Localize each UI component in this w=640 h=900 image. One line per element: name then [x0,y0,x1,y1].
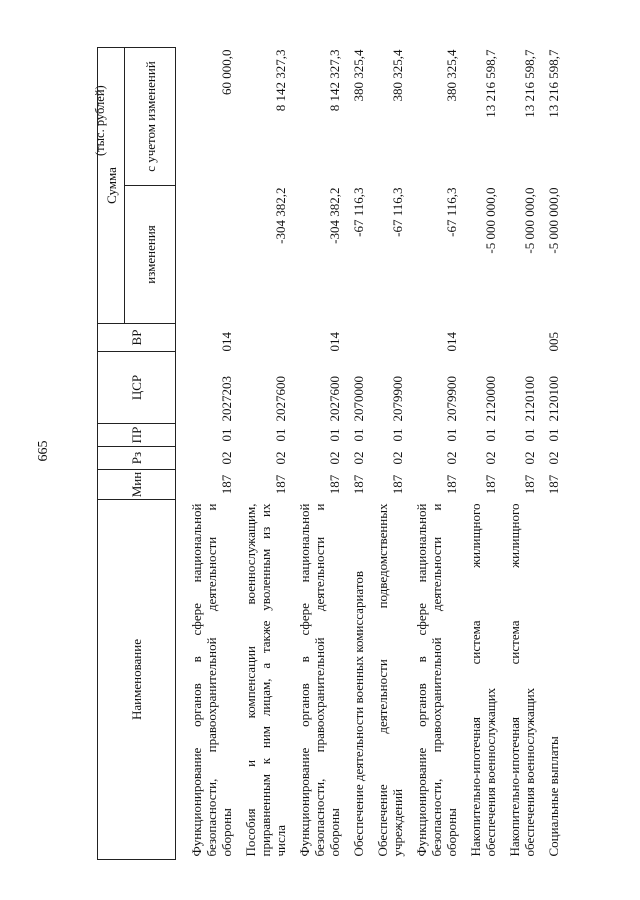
row-change: -5 000 000,0 [522,187,537,254]
row-change: -67 116,3 [351,187,366,237]
row-name-line: числа [273,824,288,857]
row-rz: 02 [351,451,366,465]
table-row [507,48,546,860]
row-name-line: обеспечения военнослужащих [483,687,498,857]
row-pr: 01 [327,428,342,442]
row-name [243,500,297,860]
row-rz: 02 [483,451,498,465]
header-change: изменения [125,186,176,324]
row-pr: 01 [444,428,459,442]
row-name-line: Функционирование органов в сфере национальной [297,503,312,857]
row-csr: 2120000 [483,376,498,422]
header-csr: ЦСР [98,352,176,424]
row-change [176,186,244,324]
row-min: 187 [444,474,459,495]
row-total: 380 325,4 [351,49,366,102]
row-name-line: безопасности, правоохранительной деятельности и [312,503,327,857]
row-csr: 2079900 [390,376,405,422]
row-total: 380 325,4 [444,49,459,102]
row-name-line: Функционирование органов в сфере национальной [189,503,204,857]
header-rz: Рз [98,447,176,470]
row-total: 13 216 598,7 [546,49,561,118]
row-total: 13 216 598,7 [522,49,537,118]
row-csr: 2027203 [219,376,234,422]
row-rz: 02 [327,451,342,465]
row-name-line: Обеспечение деятельности военных комиссариатов [351,571,366,857]
row-vr [468,324,507,352]
row-name-line: Накопительно-ипотечная система жилищного [507,503,522,857]
row-vr: 014 [444,332,459,352]
table-row [176,48,244,860]
row-rz: 02 [273,451,288,465]
row-name [546,500,570,860]
row-pr: 01 [351,428,366,442]
row-csr: 2027600 [327,376,342,422]
units-label: (тыс. рублей) [93,85,107,156]
row-min: 187 [273,474,288,495]
row-csr: 2120100 [522,376,537,422]
page-number: 665 [36,440,51,462]
row-name [176,500,244,860]
row-name [468,500,507,860]
row-change: -67 116,3 [444,187,459,237]
row-vr: 005 [546,332,561,352]
row-rz: 02 [390,451,405,465]
row-pr: 01 [219,428,234,442]
row-total: 8 142 327,3 [273,49,288,112]
row-vr [507,324,546,352]
row-change: -304 382,2 [327,187,342,244]
row-min: 187 [327,474,342,495]
row-min: 187 [351,474,366,495]
row-total: 60 000,0 [219,49,234,95]
row-name [297,500,351,860]
table-body [176,48,571,860]
row-name-line: обороны [327,808,342,857]
row-pr: 01 [273,428,288,442]
table-row [375,48,414,860]
row-csr: 2120100 [546,376,561,422]
row-vr: 014 [327,332,342,352]
row-min: 187 [522,474,537,495]
row-csr: 2027600 [273,376,288,422]
row-vr [351,324,375,352]
row-csr: 2079900 [444,376,459,422]
row-name-line: обеспечения военнослужащих [522,687,537,857]
row-total: 8 142 327,3 [327,49,342,112]
row-name [375,500,414,860]
row-name-line: учреждений [390,788,405,857]
row-min: 187 [483,474,498,495]
header-sum: Сумма [98,48,125,324]
table-row [414,48,468,860]
row-name-line: обороны [219,808,234,857]
row-total: 380 325,4 [390,49,405,102]
row-name-line: безопасности, правоохранительной деятельности и [429,503,444,857]
row-name-line: обороны [444,808,459,857]
row-name-line: Накопительно-ипотечная система жилищного [468,503,483,857]
budget-table [97,47,570,860]
header-vr: ВР [98,324,176,352]
row-name [351,500,375,860]
row-total: 13 216 598,7 [483,49,498,118]
row-vr [375,324,414,352]
header-min: Мин [98,470,176,500]
row-name-line: приравненным к ним лицам, а также уволенным из их [258,503,273,857]
header-name: Наименование [98,500,176,860]
row-name-line: Пособия и компенсации военнослужащим, [243,503,258,857]
row-name-line: безопасности, правоохранительной деятельности и [204,503,219,857]
row-change: -304 382,2 [273,187,288,244]
table-row [243,48,297,860]
row-min: 187 [390,474,405,495]
row-min: 187 [219,474,234,495]
row-change: -5 000 000,0 [546,187,561,254]
row-rz: 02 [444,451,459,465]
row-change: -5 000 000,0 [483,187,498,254]
row-min: 187 [546,474,561,495]
row-pr: 01 [522,428,537,442]
row-pr: 01 [483,428,498,442]
row-name-line: Социальные выплаты [546,736,561,857]
header-pr: ПР [98,424,176,447]
row-vr: 014 [219,332,234,352]
row-name-line: Обеспечение деятельности подведомственных [375,503,390,857]
header-with-change: с учетом изменений [125,48,176,186]
row-rz: 02 [522,451,537,465]
row-pr: 01 [390,428,405,442]
row-vr [243,324,297,352]
table-row [546,48,570,860]
row-name [507,500,546,860]
row-change: -67 116,3 [390,187,405,237]
row-rz: 02 [546,451,561,465]
row-csr: 2070000 [351,376,366,422]
table-row [351,48,375,860]
row-name [414,500,468,860]
table-row [468,48,507,860]
table-row [297,48,351,860]
row-rz: 02 [219,451,234,465]
row-pr: 01 [546,428,561,442]
row-name-line: Функционирование органов в сфере национальной [414,503,429,857]
